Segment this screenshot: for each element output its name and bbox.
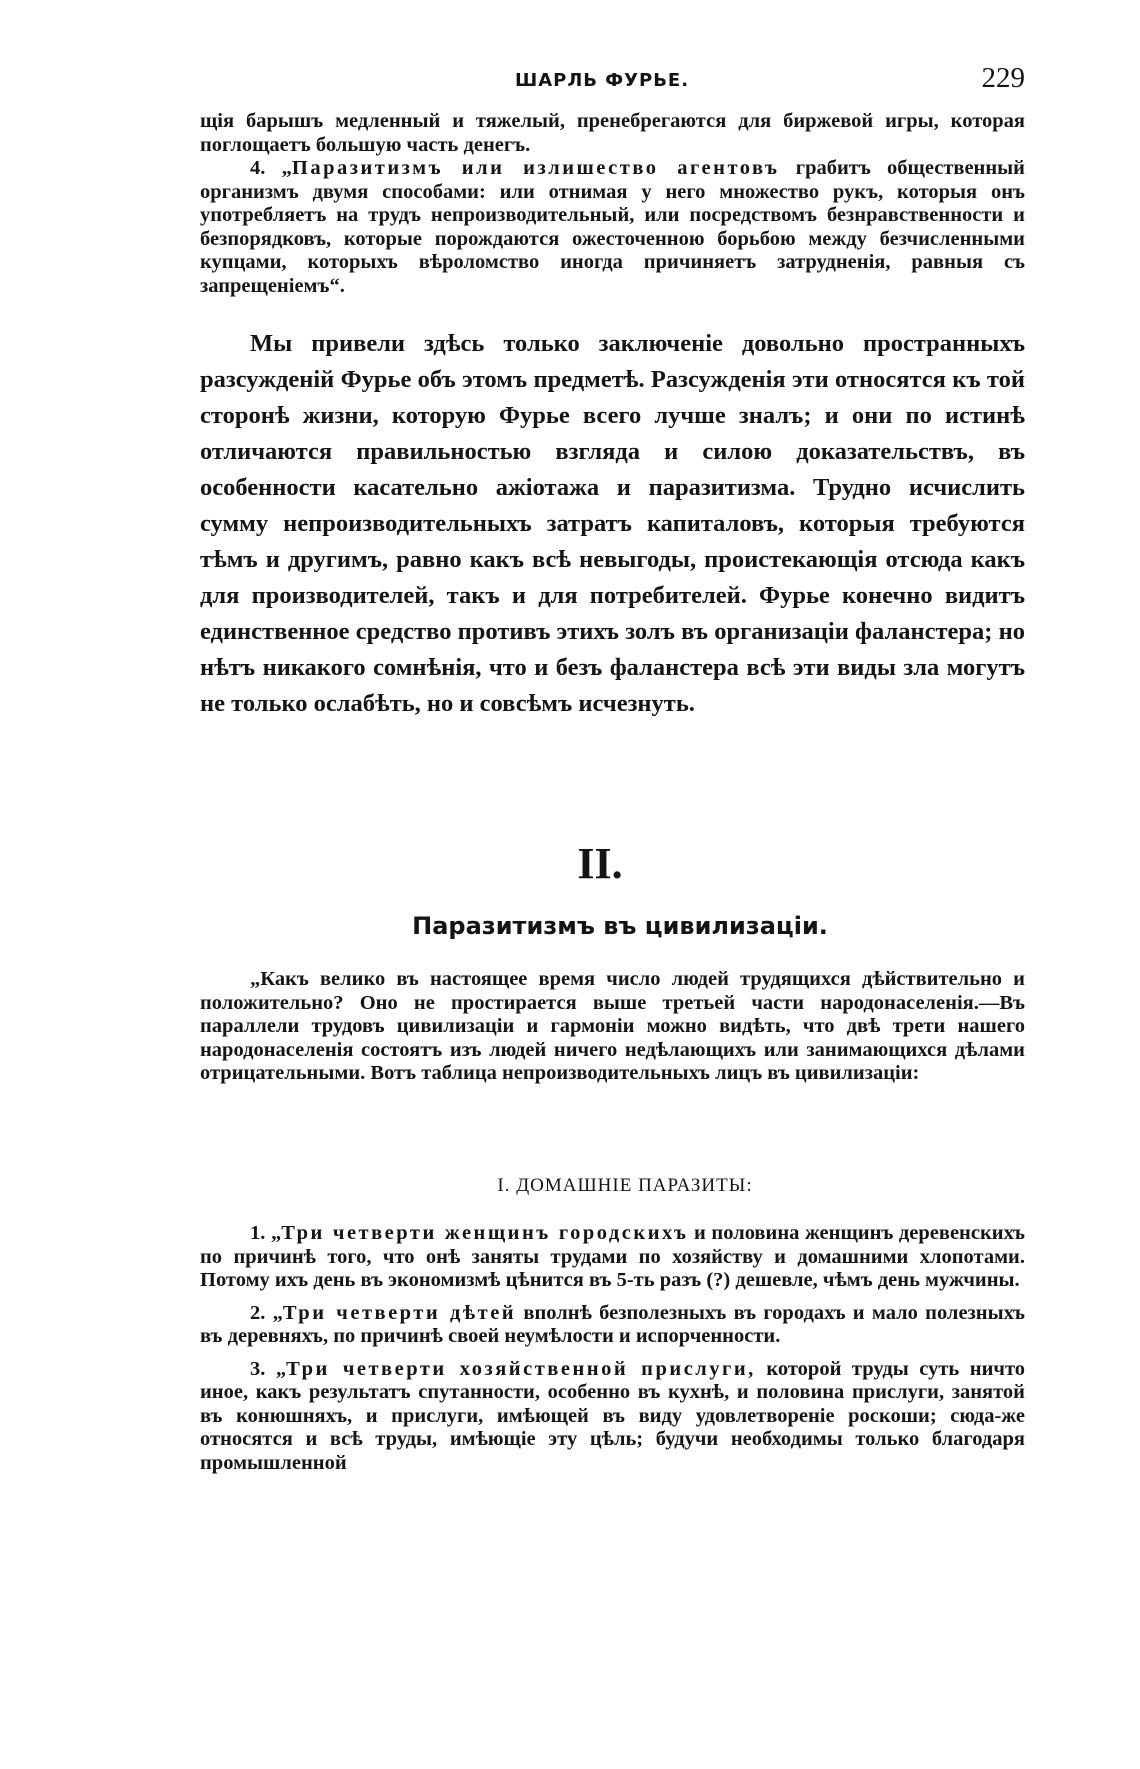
list-item-emphasis: Три четверти женщинъ городскихъ	[281, 1222, 689, 1244]
list-item	[200, 1302, 1025, 1349]
list-block	[200, 1222, 1025, 1484]
list-item	[200, 1358, 1025, 1476]
list-item-text: которой труды суть ничто иное, какъ результатъ спутанности, особенно въ кухнѣ, и половина прислуги, занятой въ конюшняхъ, и прислуги, имѣющей въ виду удовлетвореніе роскоши; сюда-же относятся и всѣ труды, имѣющіе эту цѣль; будучи необходимы только благодаря промышленной	[200, 1357, 1026, 1474]
list-item-text: и половина женщинъ деревенскихъ по причинѣ того, что онѣ заняты трудами по хозяйству и домашними хлопотами. Потому ихъ день въ экономизмѣ цѣнится въ 5-ть разъ (?) дешевле, чѣмъ день мужчины.	[200, 1222, 1026, 1291]
item-4-text: грабитъ общественный организмъ двумя способами: или отнимая у него множество рукъ, которыя онъ употребляетъ на трудъ непроизводительный, или посредствомъ безнравственности и безпорядковъ, которые порождаются ожесточенною борьбою между безчисленными купцами, которыхъ вѣроломство иногда причиняетъ затрудненія, равныя съ запрещеніемъ“.	[200, 157, 1025, 297]
running-head: ШАРЛЬ ФУРЬЕ.	[515, 70, 690, 91]
list-item-emphasis: Три четверти дѣтей	[282, 1301, 517, 1324]
list-item	[200, 1222, 1025, 1293]
main-paragraph-block	[200, 326, 1025, 722]
list-item-emphasis: Три четверти хозяйственной прислуги,	[286, 1357, 756, 1380]
list-item-text: вполнѣ безполезныхъ въ городахъ и мало полезныхъ въ деревняхъ, по причинѣ своей неумѣлости и испорченности.	[200, 1301, 1026, 1347]
item-4-prefix: 4. „	[250, 157, 292, 179]
main-paragraph: Мы привели здѣсь только заключеніе довольно пространныхъ разсужденій Фурье объ этомъ предметѣ. Разсужденія эти относятся къ той сторонѣ жизни, которую Фурье всего лучше зналъ; и они по истинѣ отличаются правильностью взгляда и силою доказательствъ, въ особенности касательно ажіотажа и паразитизма. Трудно исчислить сумму непроизводительныхъ затратъ капиталовъ, которыя требуются тѣмъ и другимъ, равно какъ всѣ невыгоды, проистекающія отсюда какъ для производителей, такъ и для потребителей. Фурье конечно видитъ единственное средство противъ этихъ золъ въ организаціи фаланстера; но нѣтъ никакого сомнѣнія, что и безъ фаланстера всѣ эти виды зла могутъ не только ослабѣть, но и совсѣмъ исчезнуть.	[200, 330, 1025, 717]
quote-paragraph: „Какъ велико въ настоящее время число людей трудящихся дѣйствительно и положительно? Оно не простирается выше третьей части народонаселенія.—Въ параллели трудовъ цивилизаціи и гармоніи можно видѣть, что двѣ трети нашего народонаселенія состоятъ изъ людей ничего недѣлающихъ или занимающихся дѣлами отрицательными. Вотъ таблица непроизводительныхъ лицъ въ цивилизаціи:	[200, 968, 1025, 1084]
list-item-prefix: 1. „	[250, 1222, 282, 1244]
section-title: Паразитизмъ въ цивилизаціи.	[412, 912, 828, 940]
section-number: II.	[577, 839, 623, 888]
top-paragraph-block	[200, 110, 1025, 298]
item-4-emphasis: Паразитизмъ или излишество агентовъ	[291, 157, 780, 179]
continuation-paragraph: щія барышъ медленный и тяжелый, пренебрегаются для биржевой игры, которая поглощаетъ большую часть денегъ.	[200, 110, 1025, 156]
quote-paragraph-block	[200, 968, 1025, 1086]
list-heading: I. ДОМАШНІЕ ПАРАЗИТЫ:	[497, 1175, 753, 1196]
item-4-paragraph	[200, 157, 1025, 298]
list-item-prefix: 3. „	[250, 1357, 287, 1380]
page-number: 229	[981, 62, 1025, 94]
page-header	[200, 62, 1025, 102]
list-item-prefix: 2. „	[250, 1301, 283, 1324]
